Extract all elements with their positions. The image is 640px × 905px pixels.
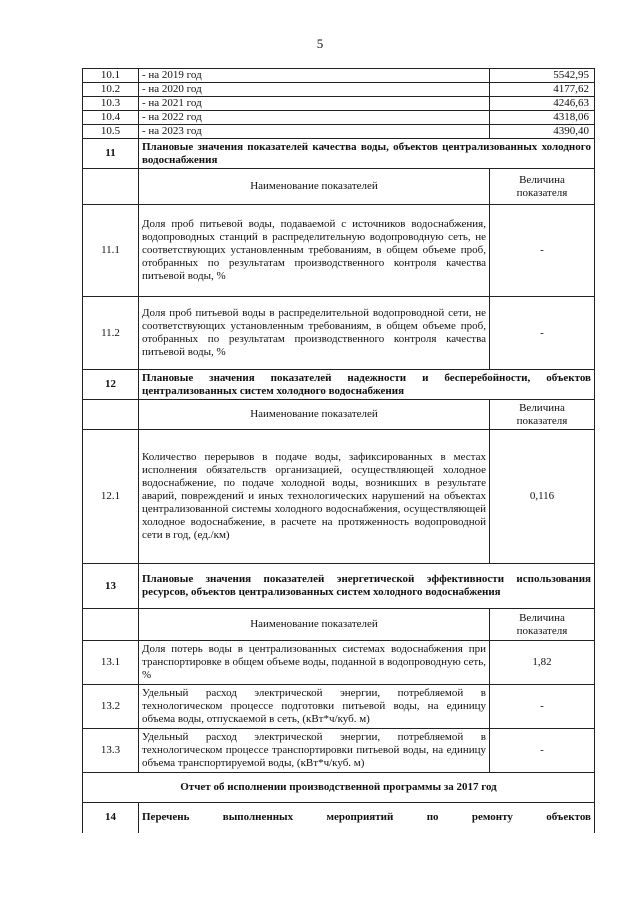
report-title-row	[83, 773, 595, 803]
row-number: 12.1	[83, 430, 139, 564]
section-header-row	[83, 370, 595, 400]
row-text: Количество перерывов в подаче воды, зафиксированных в местах исполнения обязательств организацией, осуществляющей холодное водоснабжение, по подаче холодной воды, возникших в результате аварий, повреждений и иных технологических нарушений на объектах централизованной системы холодного водоснабжения, осуществляющей холодное водоснабжение, в расчете на протяженность водопроводной сети в год, (ед./км)	[139, 430, 490, 564]
row-label: - на 2023 год	[139, 125, 490, 139]
row-value: 4246,63	[490, 97, 595, 111]
table-row	[83, 430, 595, 564]
table-row	[83, 97, 595, 111]
table-row	[83, 83, 595, 97]
row-number: 13.1	[83, 641, 139, 685]
column-header-value: Величина показателя	[490, 169, 595, 205]
row-label: - на 2020 год	[139, 83, 490, 97]
section-number: 13	[83, 564, 139, 609]
column-header-value: Величина показателя	[490, 609, 595, 641]
column-header-name: Наименование показателей	[139, 169, 490, 205]
row-text: Удельный расход электрической энергии, потребляемой в технологическом процессе транспортировки питьевой воды, на единицу объема транспортируемой воды, (кВт*ч/куб. м)	[139, 729, 490, 773]
page-number: 5	[316, 36, 324, 51]
row-value: -	[490, 205, 595, 297]
table-row	[83, 125, 595, 139]
row-value: 4177,62	[490, 83, 595, 97]
row-value: 1,82	[490, 641, 595, 685]
row-label: - на 2019 год	[139, 69, 490, 83]
row-value: 0,116	[490, 430, 595, 564]
table-row	[83, 685, 595, 729]
table-row	[83, 297, 595, 370]
section-number: 12	[83, 370, 139, 400]
row-number: 10.3	[83, 97, 139, 111]
row-number: 13.2	[83, 685, 139, 729]
row-number: 13.3	[83, 729, 139, 773]
column-header-name: Наименование показателей	[139, 609, 490, 641]
row-number: 10.5	[83, 125, 139, 139]
row-text: Доля проб питьевой воды в распределительной водопроводной сети, не соответствующих установленным требованиям, в общем объеме проб, отобранных по результатам производственного контроля качества питьевой воды, %	[139, 297, 490, 370]
section-title: Плановые значения показателей энергетической эффективности использования ресурсов, объектов централизованных систем холодного водоснабжения	[139, 564, 595, 609]
column-header-name: Наименование показателей	[139, 400, 490, 430]
row-text: Доля проб питьевой воды, подаваемой с источников водоснабжения, водопроводных станций в распределительную водопроводную сеть, не соответствующих установленным требованиям, в общем объеме проб, отобранных по результатам производственного контроля качества питьевой воды, %	[139, 205, 490, 297]
section-number: 11	[83, 139, 139, 169]
section-header-row	[83, 139, 595, 169]
row-number: 10.1	[83, 69, 139, 83]
section-title: Плановые значения показателей надежности и бесперебойности, объектов централизованных систем холодного водоснабжения	[139, 370, 595, 400]
row-text: Удельный расход электрической энергии, потребляемой в технологическом процессе подготовки питьевой воды, на единицу объема воды, отпускаемой в сеть, (кВт*ч/куб. м)	[139, 685, 490, 729]
section-header-row	[83, 564, 595, 609]
section-header-row	[83, 803, 595, 833]
row-text: Доля потерь воды в централизованных системах водоснабжения при транспортировке в общем объеме воды, поданной в водопроводную сеть, %	[139, 641, 490, 685]
row-value: -	[490, 297, 595, 370]
row-label: - на 2022 год	[139, 111, 490, 125]
row-label: - на 2021 год	[139, 97, 490, 111]
table-row	[83, 111, 595, 125]
column-header-value: Величина показателя	[490, 400, 595, 430]
section-title: Плановые значения показателей качества воды, объектов централизованных холодного водоснабжения	[139, 139, 595, 169]
row-value: 5542,95	[490, 69, 595, 83]
row-value: 4390,40	[490, 125, 595, 139]
row-number: 10.2	[83, 83, 139, 97]
row-number: 11.1	[83, 205, 139, 297]
column-header-row	[83, 169, 595, 205]
row-number: 11.2	[83, 297, 139, 370]
section-title: Перечень выполненных мероприятий по ремонту объектов	[139, 803, 595, 833]
table-row	[83, 729, 595, 773]
column-header-row	[83, 400, 595, 430]
row-number: 10.4	[83, 111, 139, 125]
section-number: 14	[83, 803, 139, 833]
row-value: -	[490, 729, 595, 773]
table-row	[83, 69, 595, 83]
column-header-row	[83, 609, 595, 641]
table-row	[83, 205, 595, 297]
table-row	[83, 641, 595, 685]
report-title: Отчет об исполнении производственной программы за 2017 год	[83, 773, 595, 803]
indicators-table	[82, 68, 595, 833]
row-value: -	[490, 685, 595, 729]
row-value: 4318,06	[490, 111, 595, 125]
